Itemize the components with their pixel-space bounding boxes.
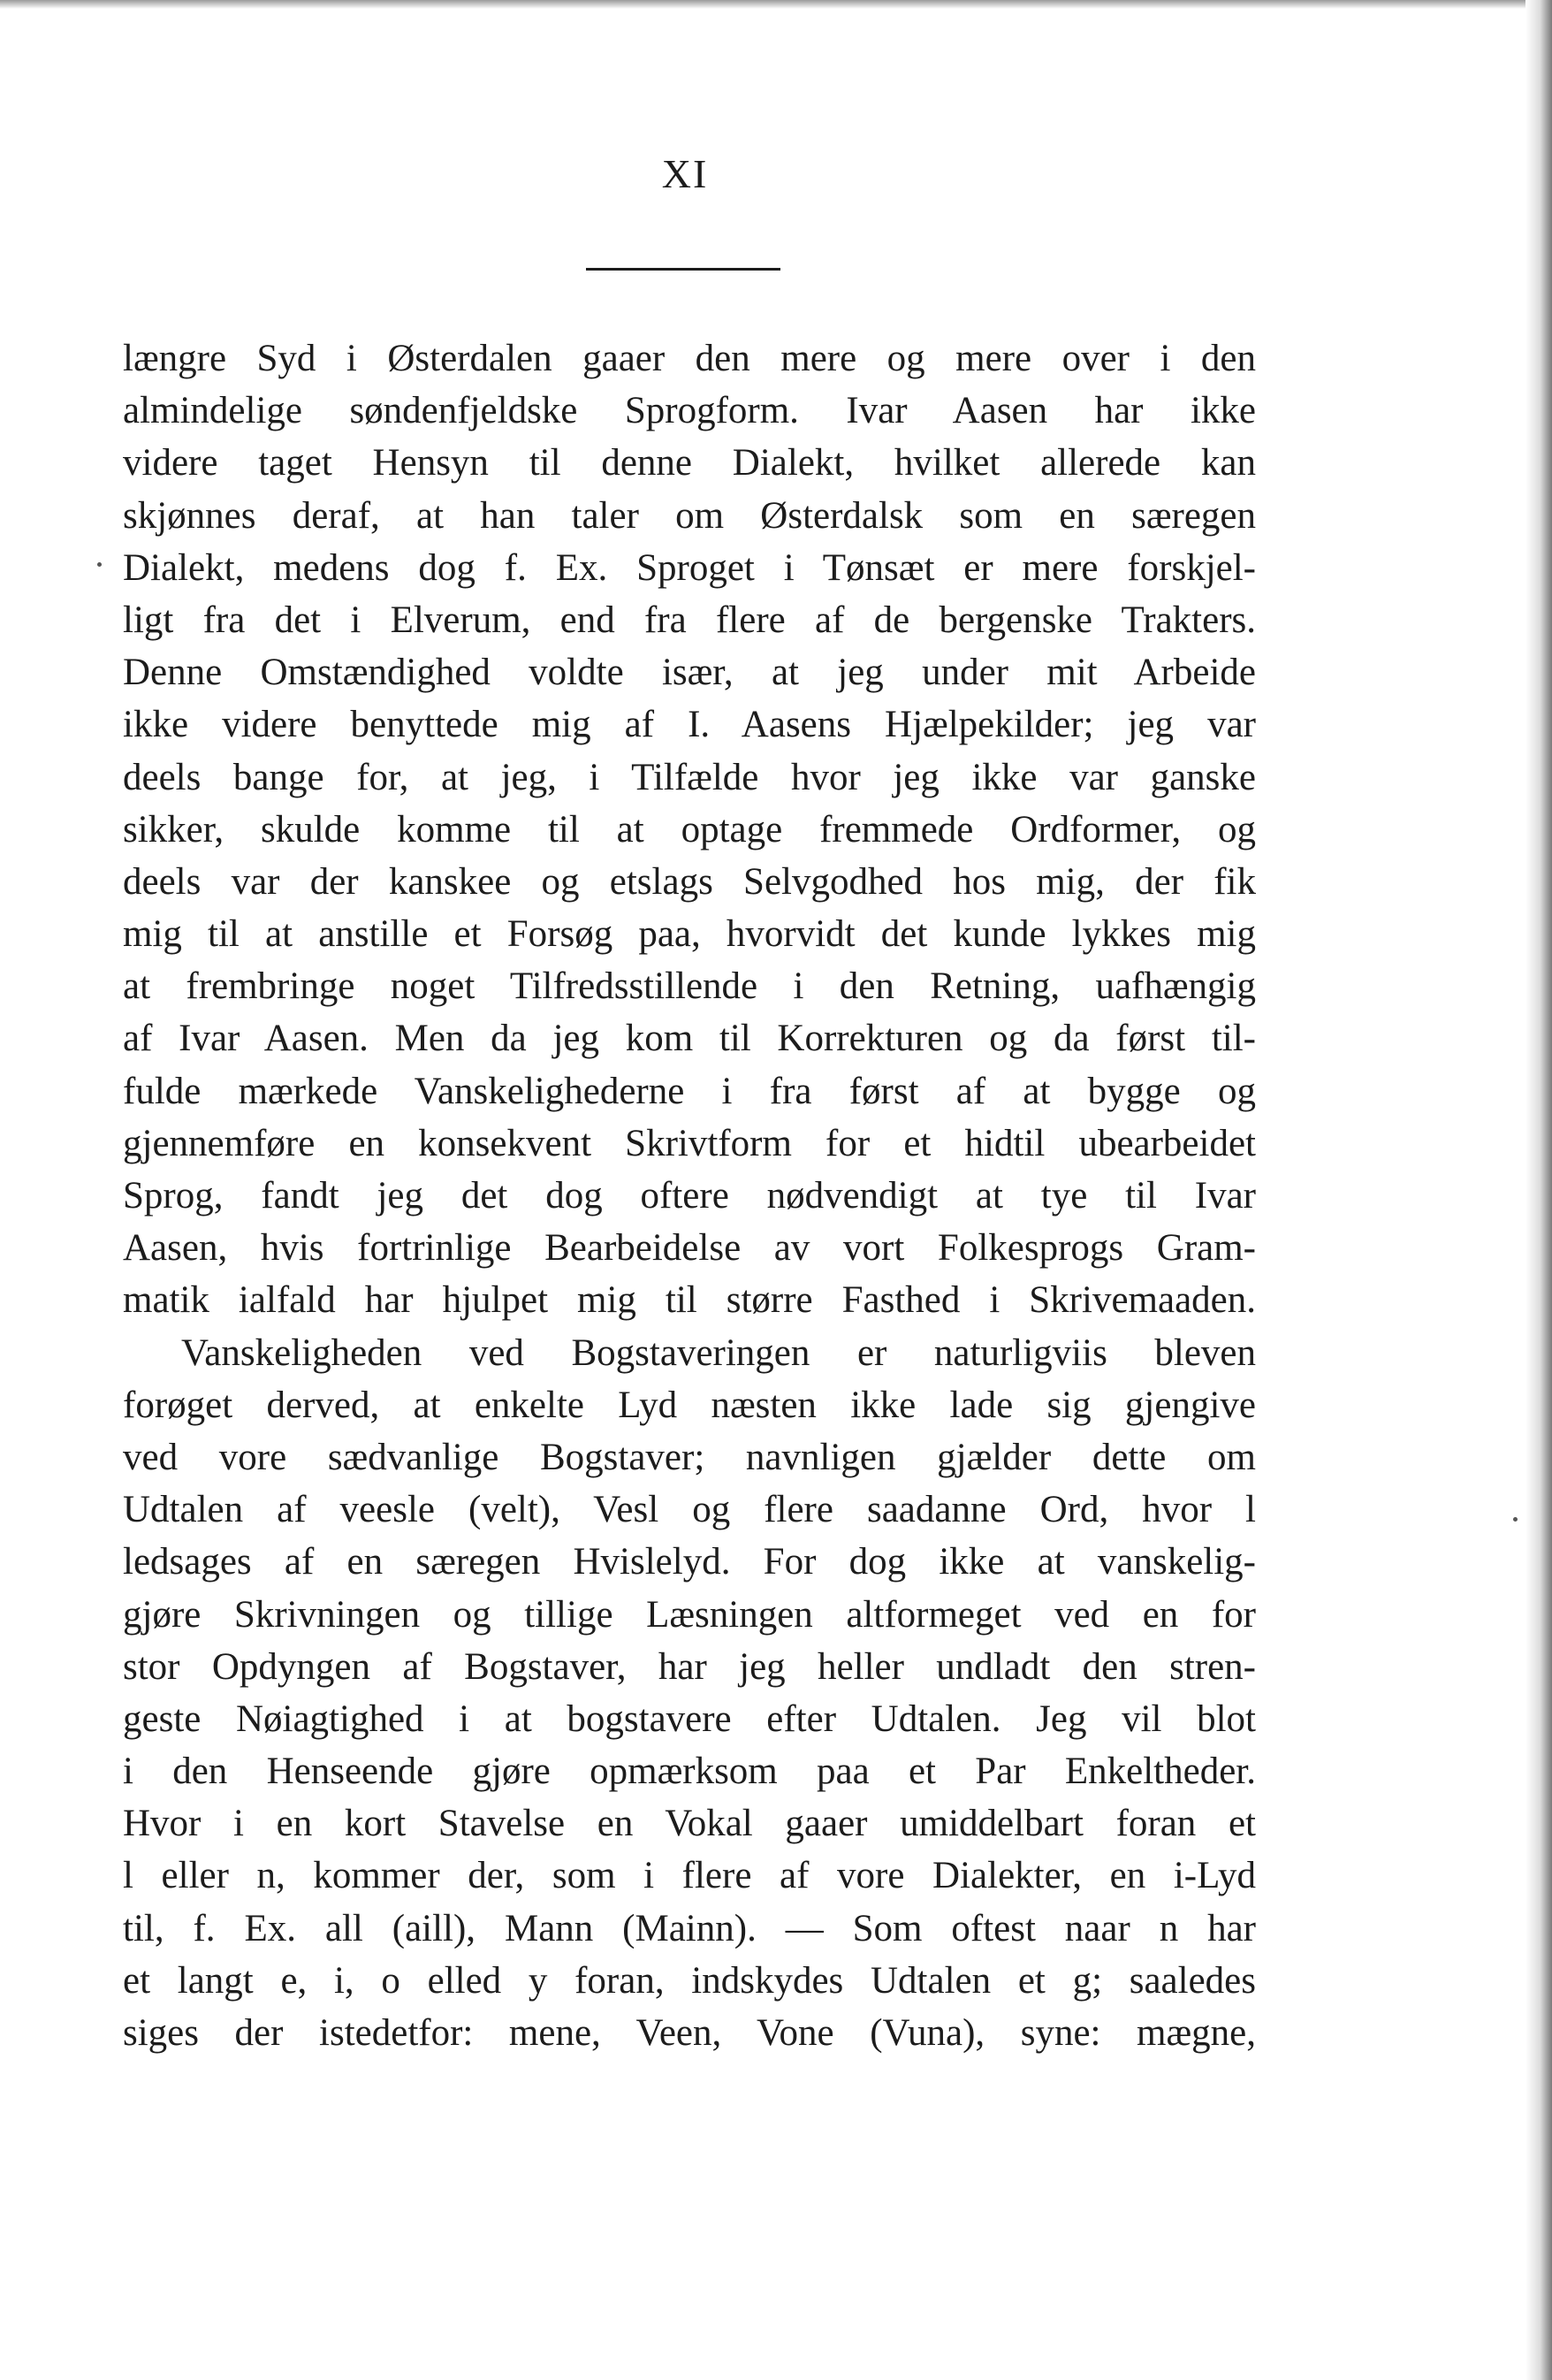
text-line: gjennemføre en konsekvent Skrivtform for et hidtil ubearbeidet <box>123 1122 1256 1164</box>
ink-speck <box>97 562 102 567</box>
paragraph <box>123 332 1256 1327</box>
text-line: deels var der kanskee og etslags Selvgodhed hos mig, der fik <box>123 860 1256 903</box>
text-line: ikke videre benyttede mig af I. Aasens Hjælpekilder; jeg var <box>123 704 1256 746</box>
text-line: ved vore sædvanlige Bogstaver; navnligen gjælder dette om <box>123 1436 1256 1478</box>
text-line: almindelige søndenfjeldske Sprogform. Ivar Aasen har ikke <box>123 390 1256 432</box>
text-line: matik ialfald har hjulpet mig til større Fasthed i Skrivemaaden. <box>123 1279 1256 1322</box>
text-line: Denne Omstændighed voldte især, at jeg under mit Arbeide <box>123 652 1256 694</box>
text-line: længre Syd i Østerdalen gaaer den mere og mere over i den <box>123 338 1256 379</box>
text-line: at frembringe noget Tilfredsstillende i den Retning, uafhængig <box>123 965 1256 1008</box>
text-line: i den Henseende gjøre opmærksom paa et Par Enkeltheder. <box>123 1751 1256 1793</box>
text-line: Sprog, fandt jeg det dog oftere nødvendigt at tye til Ivar <box>123 1175 1256 1217</box>
text-line: til, f. Ex. all (aill), Mann (Mainn). — Som oftest naar n har <box>123 1907 1256 1949</box>
text-line: fulde mærkede Vanskelighederne i fra først af at bygge og <box>123 1070 1256 1112</box>
ink-speck <box>1513 1517 1518 1522</box>
text-line: skjønnes deraf, at han taler om Østerdalsk som en særegen <box>123 494 1256 537</box>
text-line: Vanskeligheden ved Bogstaveringen er naturligviis bleven <box>181 1331 1256 1374</box>
text-line: Udtalen af veesle (velt), Vesl og flere saadanne Ord, hvor l <box>123 1489 1256 1531</box>
text-line: geste Nøiagtighed i at bogstavere efter Udtalen. Jeg vil blot <box>123 1697 1256 1740</box>
text-line: Aasen, hvis fortrinlige Bearbeidelse av vort Folkesprogs Gram- <box>123 1227 1256 1270</box>
header-rule <box>586 268 780 271</box>
text-line: af Ivar Aasen. Men da jeg kom til Korrekturen og da først til- <box>123 1018 1256 1060</box>
text-line: stor Opdyngen af Bogstaver, har jeg heller undladt den stren- <box>123 1645 1256 1688</box>
text-line: deels bange for, at jeg, i Tilfælde hvor jeg ikke var ganske <box>123 756 1256 798</box>
text-line: mig til at anstille et Forsøg paa, hvorvidt det kunde lykkes mig <box>123 913 1256 956</box>
text-line: sikker, skulde komme til at optage fremmede Ordformer, og <box>123 808 1256 851</box>
text-line: videre taget Hensyn til denne Dialekt, hvilket allerede kan <box>123 442 1256 484</box>
text-line: forøget derved, at enkelte Lyd næsten ikke lade sig gjengive <box>123 1384 1256 1426</box>
text-line: Dialekt, medens dog f. Ex. Sproget i Tønsæt er mere forskjel- <box>123 546 1256 589</box>
page-number: XI <box>661 151 709 196</box>
text-line: siges der istedetfor: mene, Veen, Vone (Vuna), syne: mægne, <box>123 2012 1256 2054</box>
paragraph <box>123 1327 1256 2060</box>
text-line: Hvor i en kort Stavelse en Vokal gaaer umiddelbart foran et <box>123 1803 1256 1845</box>
text-line: l eller n, kommer der, som i flere af vore Dialekter, en i-Lyd <box>123 1855 1256 1897</box>
body-text <box>123 332 1256 2059</box>
text-line: gjøre Skrivningen og tillige Læsningen altformeget ved en for <box>123 1593 1256 1636</box>
text-line: ledsages af en særegen Hvislelyd. For dog ikke at vanskelig- <box>123 1541 1256 1583</box>
text-line: et langt e, i, o elled y foran, indskydes Udtalen et g; saaledes <box>123 1959 1256 2002</box>
text-line: ligt fra det i Elverum, end fra flere af de bergenske Trakters. <box>123 599 1256 641</box>
